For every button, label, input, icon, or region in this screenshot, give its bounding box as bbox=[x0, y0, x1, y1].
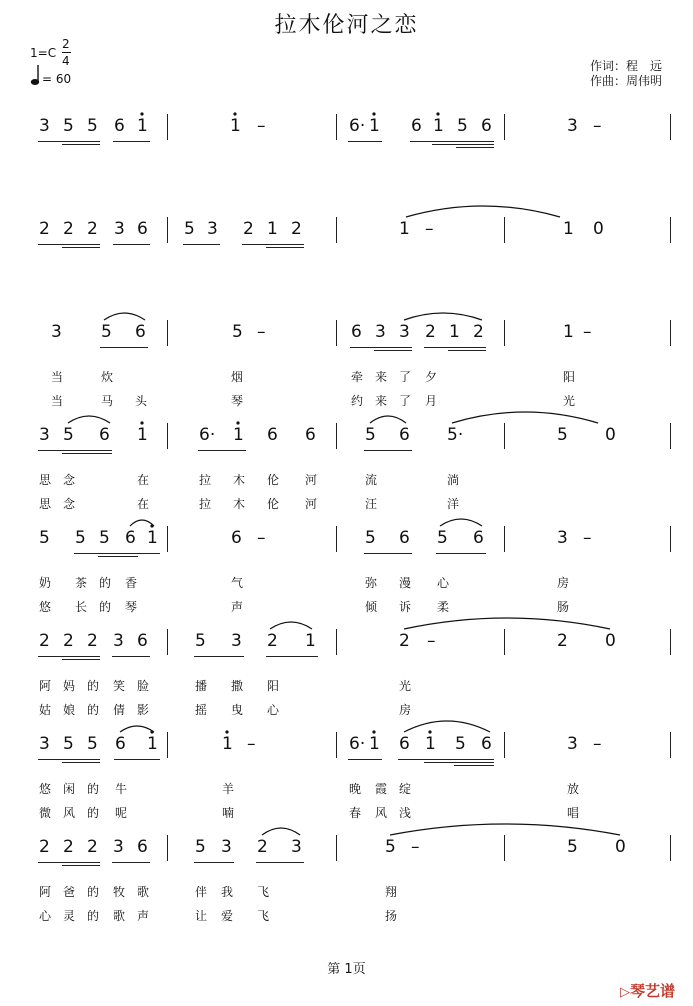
note: 5 bbox=[385, 837, 396, 857]
lyric-char: 微 bbox=[39, 806, 52, 820]
lyric-char: 当 bbox=[51, 370, 64, 384]
note: 3 bbox=[567, 734, 578, 754]
note: 0 bbox=[593, 219, 604, 239]
note: 3 bbox=[39, 116, 50, 136]
slur bbox=[404, 618, 610, 629]
tempo-marking: = 60 bbox=[42, 72, 72, 86]
logo-icon: ▷ bbox=[620, 985, 630, 1000]
note: 3 bbox=[207, 219, 218, 239]
note: 0 bbox=[605, 425, 616, 445]
note: 3 bbox=[375, 322, 386, 342]
lyric-char: 在 bbox=[137, 497, 150, 511]
note: 2 bbox=[63, 631, 74, 651]
note: 2 bbox=[557, 631, 568, 651]
lyric-char: 拉 bbox=[199, 497, 212, 511]
note: – bbox=[257, 322, 266, 342]
note: 6 bbox=[399, 528, 410, 548]
note: 6 bbox=[99, 425, 110, 445]
slur bbox=[262, 828, 300, 835]
lyric-char: 奶 bbox=[39, 576, 52, 590]
note: 5 bbox=[63, 116, 74, 136]
note: 5 bbox=[567, 837, 578, 857]
lyric-char: 思 bbox=[39, 473, 52, 487]
note: 2 bbox=[291, 219, 302, 239]
lyric-char: 牧 bbox=[113, 885, 126, 899]
lyric-char: 伦 bbox=[267, 497, 280, 511]
lyric-char: 我 bbox=[221, 885, 234, 899]
note: 6· bbox=[349, 734, 366, 754]
note: 1 bbox=[433, 116, 444, 136]
lyric-char: 流 bbox=[365, 473, 378, 487]
lyric-char: 的 bbox=[87, 909, 100, 923]
slur bbox=[440, 519, 482, 526]
note: 5 bbox=[195, 631, 206, 651]
note: 5 bbox=[39, 528, 50, 548]
lyric-char: 洋 bbox=[447, 497, 460, 511]
lyric-char: 光 bbox=[563, 394, 576, 408]
lyric-char: 阿 bbox=[39, 679, 52, 693]
lyric-char: 牛 bbox=[115, 782, 128, 796]
lyric-char: 月 bbox=[425, 394, 438, 408]
lyric-char: 心 bbox=[437, 576, 450, 590]
note: – bbox=[427, 631, 436, 651]
note: – bbox=[593, 734, 602, 754]
lyric-char: 悠 bbox=[39, 782, 52, 796]
lyric-char: 的 bbox=[87, 703, 100, 717]
lyric-char: 了 bbox=[399, 370, 412, 384]
lyric-char: 心 bbox=[39, 909, 52, 923]
note: 5 bbox=[99, 528, 110, 548]
note: 6 bbox=[115, 734, 126, 754]
lyric-char: 风 bbox=[63, 806, 76, 820]
note: 5 bbox=[87, 734, 98, 754]
lyric-char: 倾 bbox=[365, 600, 378, 614]
note: 0 bbox=[615, 837, 626, 857]
note: 5 bbox=[75, 528, 86, 548]
note: 1 bbox=[563, 322, 574, 342]
note: 3 bbox=[114, 219, 125, 239]
lyric-char: 烟 bbox=[231, 370, 244, 384]
lyric-char: 的 bbox=[87, 679, 100, 693]
note: 1 bbox=[137, 116, 148, 136]
note: 2 bbox=[399, 631, 410, 651]
note: 1 bbox=[230, 116, 241, 136]
lyric-char: 笑 bbox=[113, 679, 126, 693]
note: – bbox=[411, 837, 420, 857]
note: 2 bbox=[39, 219, 50, 239]
lyric-char: 姑 bbox=[39, 703, 52, 717]
lyric-char: 的 bbox=[87, 885, 100, 899]
high-octave-dot bbox=[140, 421, 143, 424]
high-octave-dot bbox=[428, 730, 431, 733]
slur bbox=[130, 520, 154, 526]
lyric-char: 悠 bbox=[39, 600, 52, 614]
note: 2 bbox=[87, 631, 98, 651]
lyric-char: 影 bbox=[137, 703, 150, 717]
note: 6 bbox=[481, 116, 492, 136]
lyric-char: 呢 bbox=[115, 806, 128, 820]
lyric-char: 木 bbox=[233, 473, 246, 487]
note: 6 bbox=[137, 631, 148, 651]
note: 3 bbox=[39, 425, 50, 445]
note: 1 bbox=[222, 734, 233, 754]
note: 6 bbox=[351, 322, 362, 342]
note: 3 bbox=[113, 837, 124, 857]
lyric-char: 的 bbox=[99, 576, 112, 590]
slur bbox=[370, 416, 406, 423]
note: 3 bbox=[113, 631, 124, 651]
lyric-char: 歌 bbox=[113, 909, 126, 923]
note: 3 bbox=[291, 837, 302, 857]
note: 5 bbox=[437, 528, 448, 548]
slur bbox=[270, 622, 312, 629]
note: 6 bbox=[473, 528, 484, 548]
note: 1 bbox=[369, 734, 380, 754]
lyric-char: 思 bbox=[39, 497, 52, 511]
time-signature-top: 2 bbox=[62, 37, 70, 51]
lyric-char: 歌 bbox=[137, 885, 150, 899]
note: 5 bbox=[365, 528, 376, 548]
high-octave-dot bbox=[225, 730, 228, 733]
note: 5 bbox=[365, 425, 376, 445]
note: 6· bbox=[349, 116, 366, 136]
lyric-char: 晚 bbox=[349, 782, 362, 796]
lyric-char: 汪 bbox=[365, 497, 378, 511]
lyric-char: 心 bbox=[267, 703, 280, 717]
slur bbox=[68, 416, 110, 423]
note: – bbox=[257, 528, 266, 548]
lyric-char: 琴 bbox=[231, 394, 244, 408]
note: 6 bbox=[135, 322, 146, 342]
lyric-char: 头 bbox=[135, 394, 148, 408]
note: 3 bbox=[51, 322, 62, 342]
lyric-char: 风 bbox=[375, 806, 388, 820]
note: 2 bbox=[63, 837, 74, 857]
note: 1 bbox=[147, 528, 158, 548]
note: 3 bbox=[557, 528, 568, 548]
lyric-char: 曳 bbox=[231, 703, 244, 717]
lyric-char: 春 bbox=[349, 806, 362, 820]
lyric-char: 了 bbox=[399, 394, 412, 408]
lyric-char: 当 bbox=[51, 394, 64, 408]
lyric-char: 约 bbox=[351, 394, 364, 408]
lyric-char: 漫 bbox=[399, 576, 412, 590]
note: 5· bbox=[447, 425, 464, 445]
lyric-char: 绽 bbox=[399, 782, 412, 796]
lyric-char: 阳 bbox=[267, 679, 280, 693]
slur bbox=[406, 206, 560, 217]
note: 1 bbox=[563, 219, 574, 239]
lyric-char: 的 bbox=[87, 806, 100, 820]
slur bbox=[404, 721, 490, 732]
lyric-char: 长 bbox=[75, 600, 88, 614]
lyric-char: 娘 bbox=[63, 703, 76, 717]
lyric-char: 扬 bbox=[385, 909, 398, 923]
lyric-char: 香 bbox=[125, 576, 138, 590]
note: 2 bbox=[267, 631, 278, 651]
lyric-char: 马 bbox=[101, 394, 114, 408]
time-signature-bottom: 4 bbox=[62, 54, 70, 68]
lyric-char: 来 bbox=[375, 394, 388, 408]
lyric-char: 炊 bbox=[101, 370, 114, 384]
note: 1 bbox=[147, 734, 158, 754]
note: 1 bbox=[267, 219, 278, 239]
lyric-char: 浅 bbox=[399, 806, 412, 820]
lyric-char: 淌 bbox=[447, 473, 460, 487]
lyric-char: 播 bbox=[195, 679, 208, 693]
lyric-char: 喃 bbox=[222, 806, 235, 820]
lyric-char: 房 bbox=[399, 703, 412, 717]
note: 6 bbox=[231, 528, 242, 548]
note: 6 bbox=[137, 219, 148, 239]
lyric-char: 放 bbox=[567, 782, 580, 796]
lyric-char: 念 bbox=[63, 473, 76, 487]
note: 5 bbox=[557, 425, 568, 445]
note: 3 bbox=[567, 116, 578, 136]
lyric-char: 脸 bbox=[137, 679, 150, 693]
high-octave-dot bbox=[140, 112, 143, 115]
note: 5 bbox=[101, 322, 112, 342]
note: 1 bbox=[399, 219, 410, 239]
song-title: 拉木伦河之恋 bbox=[274, 13, 419, 38]
high-octave-dot bbox=[436, 112, 439, 115]
note: 6 bbox=[125, 528, 136, 548]
note: 6 bbox=[399, 425, 410, 445]
note: 1 bbox=[137, 425, 148, 445]
note: 1 bbox=[425, 734, 436, 754]
note: 6· bbox=[199, 425, 216, 445]
lyric-char: 在 bbox=[137, 473, 150, 487]
note: 3 bbox=[399, 322, 410, 342]
slur bbox=[452, 412, 598, 423]
lyric-char: 阳 bbox=[563, 370, 576, 384]
note: 3 bbox=[221, 837, 232, 857]
lyric-char: 河 bbox=[305, 497, 318, 511]
high-octave-dot bbox=[372, 112, 375, 115]
note: – bbox=[257, 116, 266, 136]
lyric-char: 夕 bbox=[425, 370, 438, 384]
lyric-char: 光 bbox=[399, 679, 412, 693]
note: 2 bbox=[87, 837, 98, 857]
lyric-char: 飞 bbox=[257, 885, 270, 899]
lyric-char: 霞 bbox=[375, 782, 388, 796]
lyric-char: 诉 bbox=[399, 600, 412, 614]
note: 6 bbox=[137, 837, 148, 857]
lyric-char: 妈 bbox=[63, 679, 76, 693]
note: 6 bbox=[481, 734, 492, 754]
site-logo bbox=[620, 980, 675, 1001]
note: 5 bbox=[455, 734, 466, 754]
lyric-char: 拉 bbox=[199, 473, 212, 487]
note: 2 bbox=[87, 219, 98, 239]
note: 2 bbox=[243, 219, 254, 239]
note: – bbox=[593, 116, 602, 136]
lyric-char: 肠 bbox=[557, 600, 570, 614]
lyric-char: 翔 bbox=[385, 885, 398, 899]
high-octave-dot bbox=[372, 730, 375, 733]
lyric-char: 羊 bbox=[222, 782, 235, 796]
note: 6 bbox=[114, 116, 125, 136]
note: 3 bbox=[231, 631, 242, 651]
note: 1 bbox=[305, 631, 316, 651]
note: 5 bbox=[63, 425, 74, 445]
lyric-char: 伴 bbox=[195, 885, 208, 899]
lyric-char: 让 bbox=[195, 909, 208, 923]
lyric-char: 飞 bbox=[257, 909, 270, 923]
lyric-char: 气 bbox=[231, 576, 244, 590]
slur bbox=[404, 313, 482, 320]
lyric-char: 弥 bbox=[365, 576, 378, 590]
note: 6 bbox=[305, 425, 316, 445]
high-octave-dot bbox=[233, 112, 236, 115]
lyric-char: 摇 bbox=[195, 703, 208, 717]
note: 5 bbox=[232, 322, 243, 342]
note: 2 bbox=[425, 322, 436, 342]
note: 6 bbox=[411, 116, 422, 136]
note: – bbox=[247, 734, 256, 754]
lyric-char: 爱 bbox=[221, 909, 234, 923]
note: – bbox=[583, 528, 592, 548]
page-number: 第 1页 bbox=[327, 962, 366, 977]
slur bbox=[120, 726, 154, 732]
note: 5 bbox=[195, 837, 206, 857]
note: 1 bbox=[369, 116, 380, 136]
lyric-char: 阿 bbox=[39, 885, 52, 899]
lyric-char: 木 bbox=[233, 497, 246, 511]
lyricist-credit: 作词：程 远 bbox=[590, 59, 663, 73]
key-signature: 1=C bbox=[30, 46, 57, 60]
note: 6 bbox=[267, 425, 278, 445]
lyric-char: 的 bbox=[99, 600, 112, 614]
slur bbox=[104, 313, 145, 320]
slur bbox=[390, 824, 620, 835]
lyric-char: 闲 bbox=[63, 782, 76, 796]
lyric-char: 爸 bbox=[63, 885, 76, 899]
lyric-char: 河 bbox=[305, 473, 318, 487]
lyric-char: 声 bbox=[231, 600, 244, 614]
note: 6 bbox=[399, 734, 410, 754]
note: 0 bbox=[605, 631, 616, 651]
high-octave-dot bbox=[150, 524, 153, 527]
logo-text: 琴艺谱 bbox=[630, 982, 676, 1000]
lyric-char: 琴 bbox=[125, 600, 138, 614]
lyric-char: 念 bbox=[63, 497, 76, 511]
note: 5 bbox=[184, 219, 195, 239]
note: 2 bbox=[473, 322, 484, 342]
note: – bbox=[583, 322, 592, 342]
note: 2 bbox=[257, 837, 268, 857]
high-octave-dot bbox=[150, 730, 153, 733]
note: 2 bbox=[63, 219, 74, 239]
note: 5 bbox=[457, 116, 468, 136]
composer-credit: 作曲：周伟明 bbox=[590, 74, 663, 88]
lyric-char: 来 bbox=[375, 370, 388, 384]
lyric-char: 声 bbox=[137, 909, 150, 923]
note: 2 bbox=[39, 631, 50, 651]
note: 1 bbox=[233, 425, 244, 445]
note: – bbox=[425, 219, 434, 239]
note: 1 bbox=[449, 322, 460, 342]
note: 3 bbox=[39, 734, 50, 754]
lyric-char: 房 bbox=[557, 576, 570, 590]
lyric-char: 撒 bbox=[231, 679, 244, 693]
note: 2 bbox=[39, 837, 50, 857]
high-octave-dot bbox=[236, 421, 239, 424]
lyric-char: 牵 bbox=[351, 370, 364, 384]
lyric-char: 柔 bbox=[437, 600, 450, 614]
lyric-char: 茶 bbox=[75, 576, 88, 590]
lyric-char: 的 bbox=[87, 782, 100, 796]
lyric-char: 唱 bbox=[567, 806, 580, 820]
lyric-char: 灵 bbox=[63, 909, 76, 923]
note: 5 bbox=[63, 734, 74, 754]
lyric-char: 伦 bbox=[267, 473, 280, 487]
lyric-char: 倩 bbox=[113, 703, 126, 717]
note: 5 bbox=[87, 116, 98, 136]
